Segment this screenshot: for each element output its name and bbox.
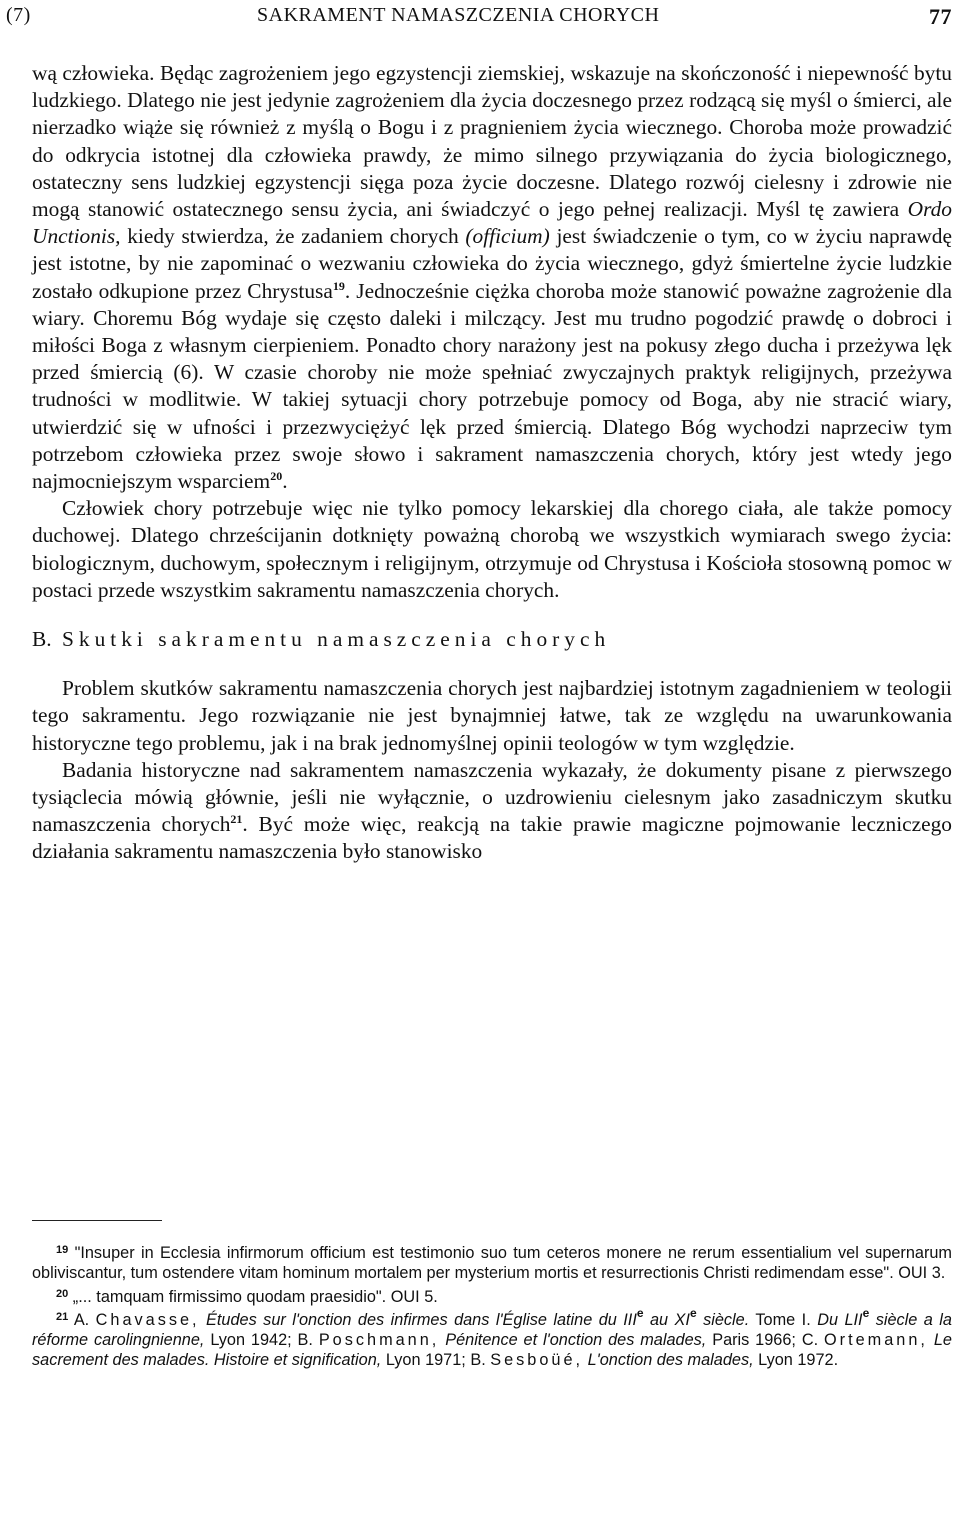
paragraph: Badania historyczne nad sakramentem namaszczenia wykazały, że dokumenty pisane z pierwszego tysiąclecia mówią głównie, jeśli nie wyłącznie, o uzdrowieniu cielesnym jako zasadniczym skutku namaszczenia chorych$^{21}$. Być może więc, reakcją na takie prawie magiczne pojmowanie leczniczego działania sakramentu namaszczenia było stanowisko <box>32 757 953 864</box>
paragraph: wą człowieka. Będąc zagrożeniem jego egzystencji ziemskiej, wskazuje na skończoność i niepewność bytu ludzkiego. Dlatego nie jest jedynie zagrożeniem dla życia doczesnego przez rodzącą się myśl o śmierci, ale nierzadko wiąże się również z myślą o Bogu i z pragnieniem życia wiecznego. Choroba może prowadzić do odkrycia istotnej dla człowieka prawdy, że mimo silnego przywiązania do życia biologicznego, ostateczny sens ludzkiej egzystencji sięga poza życie doczesne. Dlatego rozwój cielesny i zdrowie nie mogą stanowić ostatecznego sensu życia, ani świadczyć o jego pełnej realizacji. Myśl tę zawiera Ordo Unctionis, kiedy stwierdza, że zadaniem chorych (officium) jest świadczenie o tym, co w życiu naprawdę jest istotne, by nie zapominać o wezwaniu człowieka do życia wiecznego, gdyż śmiertelne życie ludzkie zostało odkupione przez Chrystusa$^{19}$. Jednocześnie ciężka choroba może stanowić poważne zagrożenie dla wiary. Choremu Bóg wydaje się często daleki i milczący. Jest mu trudno pogodzić prawdę o dobroci i miłości Boga z własnym cierpieniem. Ponadto chory narażony jest na pokusy złego ducha i przeżywa lęk przed śmiercią (6). W czasie choroby nie może spełniać zwyczajnych praktyk religijnych, przeżywa trudności w modlitwie. W takiej sytuacji chory potrzebuje pomocy od Boga, aby nie stracić wiary, utwierdzić się w ufności i przezwyciężyć lęk przed śmiercią. Dlatego Bóg wychodzi naprzeciw tym potrzebom człowieka przez swoje słowo i sakrament namaszczenia chorych, który jest wtedy jego najmocniejszym wsparciem$^{20}$. <box>32 61 952 494</box>
paragraph: Problem skutków sakramentu namaszczenia chorych jest najbardziej istotnym zagadnieniem w teologii tego sakramentu. Jego rozwiązanie nie jest bynajmniej łatwe, tak ze względu na uwarunkowania historyczne tego problemu, jak i na brak jednomyślnej opinii teologów w tym względzie. <box>32 676 952 755</box>
footnote-ref[interactable]: 21 <box>230 812 243 827</box>
running-title: SAKRAMENT NAMASZCZENIA CHORYCH <box>257 4 660 26</box>
page-number: 77 <box>929 4 952 29</box>
footnotes <box>32 1240 952 1371</box>
footnote-20: $^{20}$ „... tamquam firmissimo quodam praesidio". OUI 5. <box>56 1287 438 1306</box>
paragraph: Człowiek chory potrzebuje więc nie tylko pomocy lekarskiej dla chorego ciała, ale także pomocy duchowej. Dlatego chrześcijanin dotknięty poważną chorobą we wszystkich wymiarach swego życia: biologicznym, duchowym, społecznym i religijnym, otrzymuje od Chrystusa i Kościoła stosowną pomoc w postaci przede wszystkim sakramentu namaszczenia chorych. <box>32 496 952 602</box>
body-text <box>32 60 952 866</box>
section-heading: B. Skutki sakramentu namaszczenia chorych <box>32 627 611 652</box>
footnote-ref[interactable]: 19 <box>332 278 345 293</box>
footnote-21: $^{21}$ A. Chavasse, Études sur l'onction des infirmes dans l'Église latine du IIIe au XIe siècle. Tome I. Du LIIe siècle a la réforme carolingnienne, Lyon 1942; B. Poschmann, Pénitence et l'onction des malades, Paris 1966; C. Ortemann, Le sacrement des malades. Histoire et signification, Lyon 1971; B. Sesboüé, L'onction des malades, Lyon 1972. <box>32 1305 952 1370</box>
footnote-ref[interactable]: 20 <box>270 469 283 484</box>
running-header <box>6 4 952 34</box>
footnote-19: $^{19}$ "Insuper in Ecclesia infirmorum officium est testimonio suo tum ceteros monere ne rerum essentialium vel supernarum obliviscantur, tum ostendere vitam hominum mortalem per mysterium mortis et resurrectionis Christi redimendam esse". OUI 3. <box>32 1244 952 1283</box>
section-number: (7) <box>6 4 31 26</box>
footnote-divider <box>32 1220 162 1221</box>
